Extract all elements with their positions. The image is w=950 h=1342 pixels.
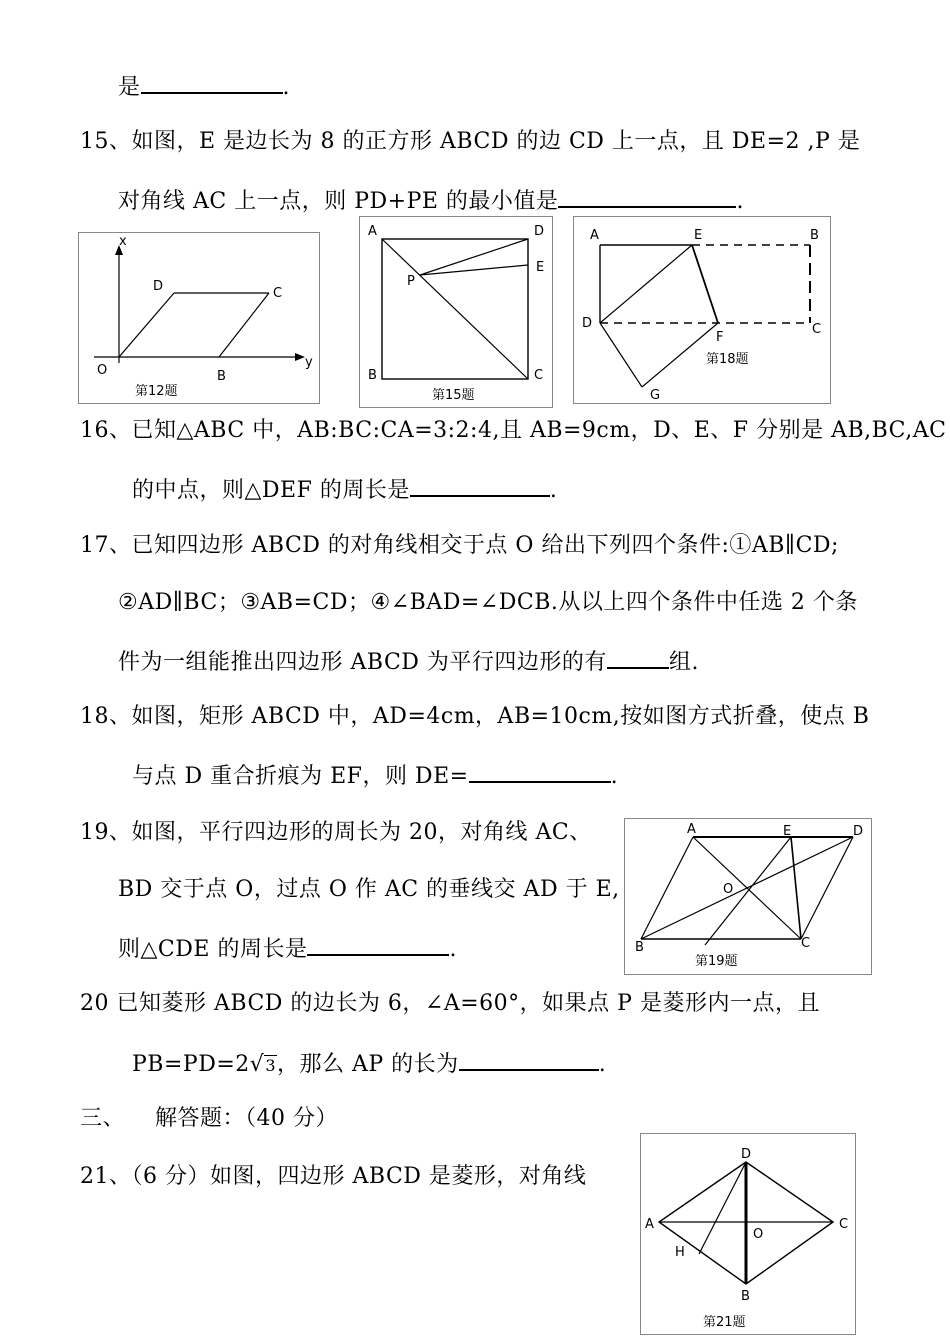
section-3-label: 三、 [80,1106,126,1131]
fig15-label-a: A [368,224,377,239]
q14-suffix: . [282,75,291,100]
figure-15-diagram [360,217,552,407]
fig19-label-d: D [853,824,864,839]
q14-answer-blank[interactable] [141,70,283,94]
fig12-label-d: D [153,279,164,294]
section-3-heading [80,1104,338,1134]
q20-text: ，那么 AP 的长为 [277,1052,459,1077]
q14-prefix: 是 [118,75,141,100]
fig18-label-e: E [694,228,703,243]
section-3-title: 解答题：（40 分） [155,1106,339,1131]
q17-line1: 17、已知四边形 ABCD 的对角线相交于点 O 给出下列四个条件:①AB∥CD; [80,533,839,558]
figure-21 [640,1133,856,1335]
q21-line1: 21、（6 分）如图，四边形 ABCD 是菱形，对角线 [80,1164,587,1189]
fig18-label-d: D [582,316,593,331]
fig12-caption: 第12题 [135,384,178,399]
fig21-caption: 第21题 [703,1315,746,1330]
q20-radicand: 3 [265,1056,276,1075]
fig21-label-o: O [753,1227,764,1242]
q16-text: 的中点，则△DEF 的周长是 [132,478,410,503]
fig19-label-b: B [635,940,644,955]
q16-line1: 16、已知△ABC 中，AB:BC:CA=3:2:4,且 AB=9cm，D、E、F 分别是 AB,BC,AC [80,418,947,443]
q19-line3 [118,932,457,965]
fig18-label-a: A [590,228,599,243]
q14-line [118,70,290,103]
q15-answer-blank[interactable] [558,184,736,208]
fig15-caption: 第15题 [432,388,475,403]
figure-12 [78,232,320,404]
q17-suffix: 组. [668,650,699,675]
q18-answer-blank[interactable] [469,759,611,783]
q15-suffix: . [736,189,744,214]
fig19-label-e: E [783,824,792,839]
q17-line3 [118,645,699,678]
q16-line2 [132,473,557,506]
q19-answer-blank[interactable] [307,932,449,956]
figure-18 [573,216,831,404]
fig18-label-f: F [716,330,724,345]
q19-line1: 19、如图，平行四边形的周长为 20，对角线 AC、 [80,820,592,845]
figure-21-diagram [641,1134,855,1334]
q15-text: 对角线 AC 上一点，则 PD+PE 的最小值是 [118,189,559,214]
fig12-label-x: x [119,234,127,249]
q17-text: 件为一组能推出四边形 ABCD 为平行四边形的有 [118,650,607,675]
q20-answer-blank[interactable] [459,1047,599,1071]
q18-text: 与点 D 重合折痕为 EF，则 DE= [132,764,469,789]
fig19-caption: 第19题 [695,954,738,969]
q20-suffix: . [598,1052,607,1077]
figure-19 [624,818,872,975]
q16-suffix: . [549,478,558,503]
fig12-label-c: C [273,286,283,301]
fig19-label-a: A [687,822,696,837]
fig12-label-o: O [97,363,108,378]
fig21-label-d: D [741,1147,752,1162]
q15-line2 [118,184,744,217]
q20-line1: 20 已知菱形 ABCD 的边长为 6，∠A=60°，如果点 P 是菱形内一点，且 [80,991,820,1016]
q20-line2 [132,1047,606,1081]
q19-suffix: . [449,937,457,962]
q19-text: 则△CDE 的周长是 [118,937,308,962]
figure-15 [359,216,553,408]
fig18-label-g: G [650,388,661,403]
q18-line1: 18、如图，矩形 ABCD 中，AD=4cm，AB=10cm,按如图方式折叠，使点 B [80,704,870,729]
q19-line2: BD 交于点 O，过点 O 作 AC 的垂线交 AD 于 E, [118,877,620,902]
q18-suffix: . [610,764,619,789]
q16-answer-blank[interactable] [410,473,550,497]
fig19-label-c: C [801,936,811,951]
fig15-label-b: B [368,368,377,383]
fig15-label-d: D [534,224,545,239]
fig18-caption: 第18题 [706,352,749,367]
fig21-label-h: H [675,1245,685,1260]
fig15-label-c: C [534,368,544,383]
fig18-label-c: C [812,322,822,337]
fig21-label-b: B [741,1289,750,1304]
fig12-label-y: y [305,355,313,370]
q20-prefix: PB=PD=2 [132,1052,250,1077]
figure-18-diagram [574,217,830,403]
fig12-label-b: B [217,369,226,384]
q18-line2 [132,759,618,792]
figure-19-diagram [625,819,871,974]
q17-line2: ②AD∥BC；③AB=CD；④∠BAD=∠DCB.从以上四个条件中任选 2 个条 [118,590,858,615]
fig19-label-o: O [723,882,734,897]
fig18-label-b: B [810,228,819,243]
sqrt-symbol: √3 [249,1052,276,1077]
fig21-label-c: C [839,1217,849,1232]
q15-line1: 15、如图，E 是边长为 8 的正方形 ABCD 的边 CD 上一点，且 DE=2 ,P 是 [80,129,861,154]
fig15-label-e: E [536,260,545,275]
figure-12-diagram [79,233,319,403]
q17-answer-blank[interactable] [607,645,669,669]
fig21-label-a: A [645,1217,654,1232]
fig15-label-p: P [407,274,415,289]
